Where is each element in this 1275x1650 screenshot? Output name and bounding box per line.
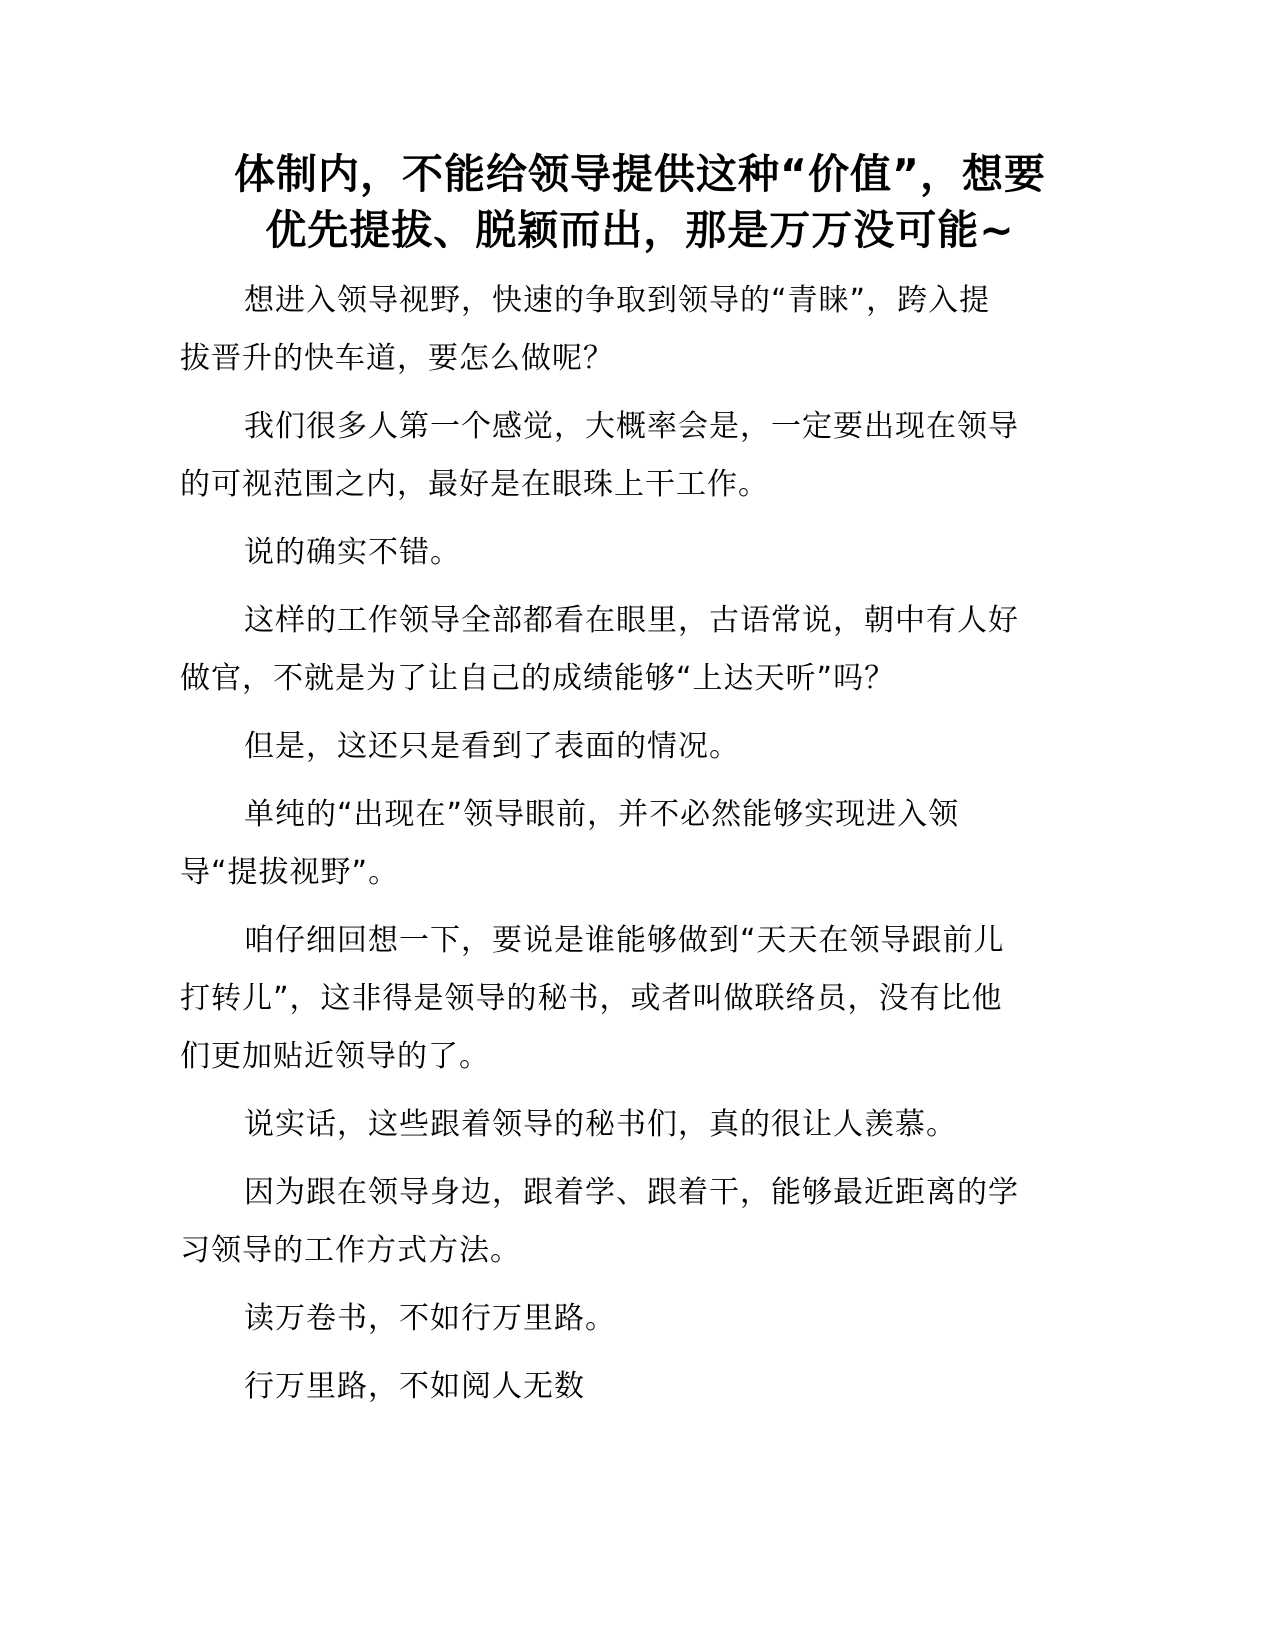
paragraph-line: 们更加贴近领导的了。 (180, 1039, 490, 1074)
paragraph (180, 912, 1080, 1086)
paragraph (180, 1096, 1080, 1154)
paragraph (180, 786, 1080, 902)
paragraph-line: 我们很多人第一个感觉，大概率会是，一定要出现在领导 (244, 409, 1019, 444)
paragraph (180, 272, 1080, 388)
paragraph (180, 592, 1080, 708)
paragraph (180, 1290, 1080, 1348)
paragraph (180, 1358, 1080, 1416)
paragraph-line: 打转儿”，这非得是领导的秘书，或者叫做联络员，没有比他 (180, 981, 1003, 1016)
paragraph-line: 做官，不就是为了让自己的成绩能够“上达天听”吗？ (180, 661, 896, 696)
paragraph (180, 1164, 1080, 1280)
paragraph-line: 但是，这还只是看到了表面的情况。 (244, 729, 740, 764)
paragraph-line: 说实话，这些跟着领导的秘书们，真的很让人羡慕。 (244, 1107, 957, 1142)
document-body (180, 272, 1080, 1426)
title-line-1: 体制内，不能给领导提供这种“价值”，想要 (234, 150, 1046, 198)
paragraph-line: 的可视范围之内，最好是在眼珠上干工作。 (180, 467, 769, 502)
title-line-2: 优先提拔、脱颖而出，那是万万没可能~ (265, 206, 1015, 254)
paragraph-line: 因为跟在领导身边，跟着学、跟着干，能够最近距离的学 (244, 1175, 1019, 1210)
paragraph-line: 习领导的工作方式方法。 (180, 1233, 521, 1268)
paragraph (180, 524, 1080, 582)
paragraph-line: 拔晋升的快车道，要怎么做呢？ (180, 341, 614, 376)
paragraph-line: 咱仔细回想一下，要说是谁能够做到“天天在领导跟前儿 (244, 923, 1005, 958)
paragraph-line: 读万卷书，不如行万里路。 (244, 1301, 616, 1336)
paragraph (180, 398, 1080, 514)
paragraph-line: 行万里路，不如阅人无数 (244, 1369, 585, 1404)
paragraph-line: 说的确实不错。 (244, 535, 461, 570)
paragraph-line: 导“提拔视野”。 (180, 855, 400, 890)
paragraph-line: 单纯的“出现在”领导眼前，并不必然能够实现进入领 (244, 797, 960, 832)
paragraph (180, 718, 1080, 776)
document-title (180, 146, 1100, 258)
paragraph-line: 这样的工作领导全部都看在眼里，古语常说，朝中有人好 (244, 603, 1019, 638)
paragraph-line: 想进入领导视野，快速的争取到领导的“青睐”，跨入提 (244, 283, 991, 318)
